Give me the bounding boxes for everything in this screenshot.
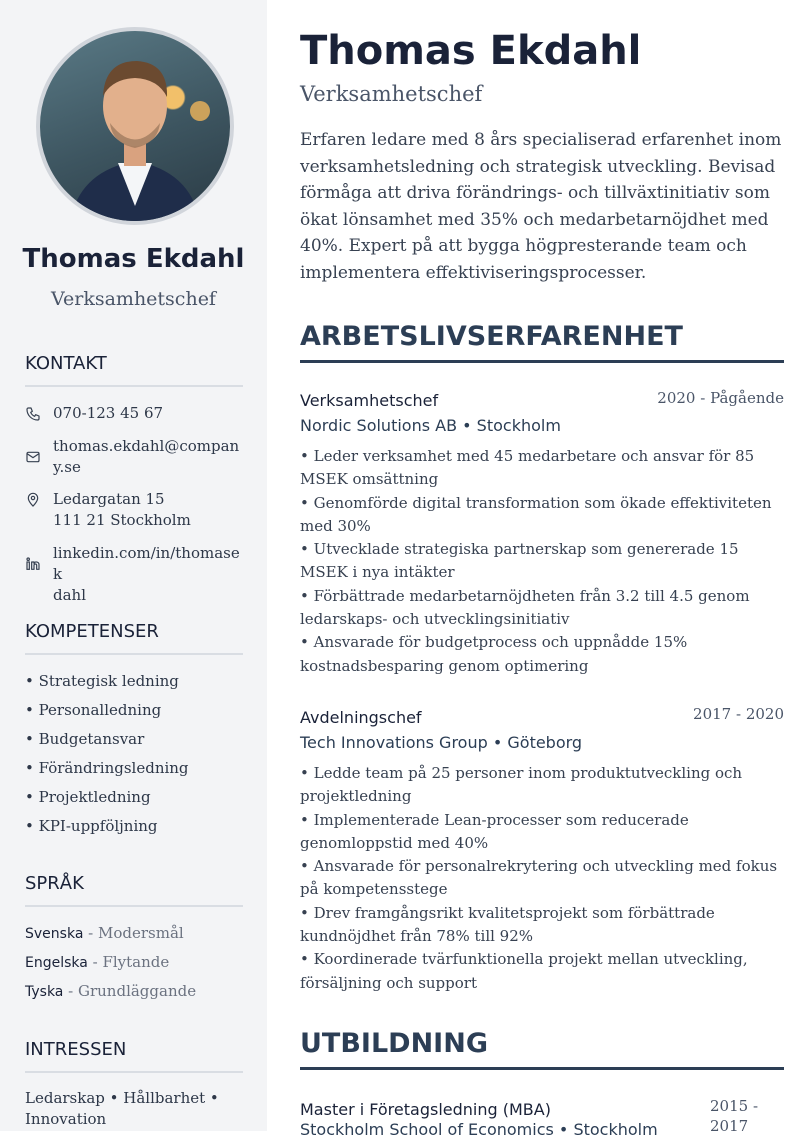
phone-text: 070-123 45 67 [53,404,164,422]
profile-photo [36,27,234,225]
language-name: Svenska [25,926,84,942]
job-bullet: • Förbättrade medarbetarnöjdheten från 3.2 till 4.5 genom ledarskaps- och utvecklingsinitiativ [300,586,750,629]
language-level: - Modersmål [83,924,184,942]
location-icon [25,492,41,508]
language-item [25,924,184,942]
address-text: Ledargatan 15 111 21 Stockholm [53,490,191,529]
job-bullet: • Koordinerade tvärfunktionella projekt mellan utveckling, försäljning och support [300,950,748,992]
linkedin-text: linkedin.com/in/thomasek dahl [53,544,240,604]
sidebar-title: Verksamhetschef [51,288,216,310]
experience-heading: ARBETSLIVSERFARENHET [300,321,784,363]
job-title: Avdelningschef [300,708,422,727]
interests-text: Ledarskap • Hållbarhet • Innovation [25,1089,219,1128]
job-title: Verksamhetschef [300,391,439,410]
education-school: Stockholm School of Economics • Stockholm [300,1120,658,1139]
language-item [25,982,196,1000]
skill-item: • KPI-uppföljning [25,817,158,835]
skill-item: • Projektledning [25,788,151,806]
page-title: Thomas Ekdahl [300,28,642,74]
job-company: Nordic Solutions AB • Stockholm [300,416,561,435]
job-bullet: • Genomförde digital transformation som ökade effektiviteten med 30% [300,493,772,535]
contact-heading: KONTAKT [25,353,243,387]
job-dates: 2017 - 2020 [693,705,784,723]
skill-item: • Förändringsledning [25,759,189,777]
job-dates: 2020 - Pågående [657,389,784,407]
email-text: thomas.ekdahl@compan y.se [53,437,240,476]
language-name: Engelska [25,955,88,971]
skill-item: • Strategisk ledning [25,672,179,690]
languages-heading: SPRÅK [25,873,243,907]
language-name: Tyska [25,984,64,1000]
job-bullet: • Ansvarade för personalrekrytering och utveckling med fokus på kompetensstege [300,857,778,899]
profile-summary: Erfaren ledare med 8 års specialiserad erfarenhet inom verksamhetsledning och strategisk utveckling. Bevisad förmåga att driva förändrings- och tillväxtinitiativ som ökat lönsamhet med 35% och medarbetarnöjdhet med 40%. Expert på att bygga högpresterande team och implementera effektiviseringsprocesser. [300,130,782,283]
interests-heading: INTRESSEN [25,1039,243,1073]
job-bullets [300,445,784,678]
language-item [25,953,169,971]
job-title-heading: Verksamhetschef [300,82,483,106]
sidebar-name: Thomas Ekdahl [22,244,245,274]
job-bullets [300,762,784,995]
education-dates: 2015 - 2017 [710,1097,759,1135]
job-company: Tech Innovations Group • Göteborg [300,733,583,752]
job-bullet: • Utvecklade strategiska partnerskap som genererade 15 MSEK i nya intäkter [300,540,739,582]
job-bullet: • Drev framgångsrikt kvalitetsprojekt som förbättrade kundnöjdhet från 78% till 92% [300,903,715,946]
job-bullet: • Implementerade Lean-processer som reducerade genomloppstid med 40% [300,810,689,852]
mail-icon [25,449,41,465]
job-bullet: • Ledde team på 25 personer inom produktutveckling och projektledning [300,764,743,806]
language-level: - Flytande [87,953,170,971]
degree-title: Master i Företagsledning (MBA) [300,1100,551,1119]
sidebar [0,0,267,1131]
skill-item: • Budgetansvar [25,730,145,748]
profile-photo-illustration [40,31,230,221]
job-bullet: • Leder verksamhet med 45 medarbetare och ansvar för 85 MSEK omsättning [300,447,755,489]
skill-item: • Personalledning [25,701,162,719]
phone-icon [25,406,41,422]
education-heading: UTBILDNING [300,1028,784,1070]
job-bullet: • Ansvarade för budgetprocess och uppnådde 15% kostnadsbesparing genom optimering [300,633,688,675]
language-level: - Grundläggande [63,982,197,1000]
linkedin-icon [25,556,41,572]
skills-heading: KOMPETENSER [25,621,243,655]
